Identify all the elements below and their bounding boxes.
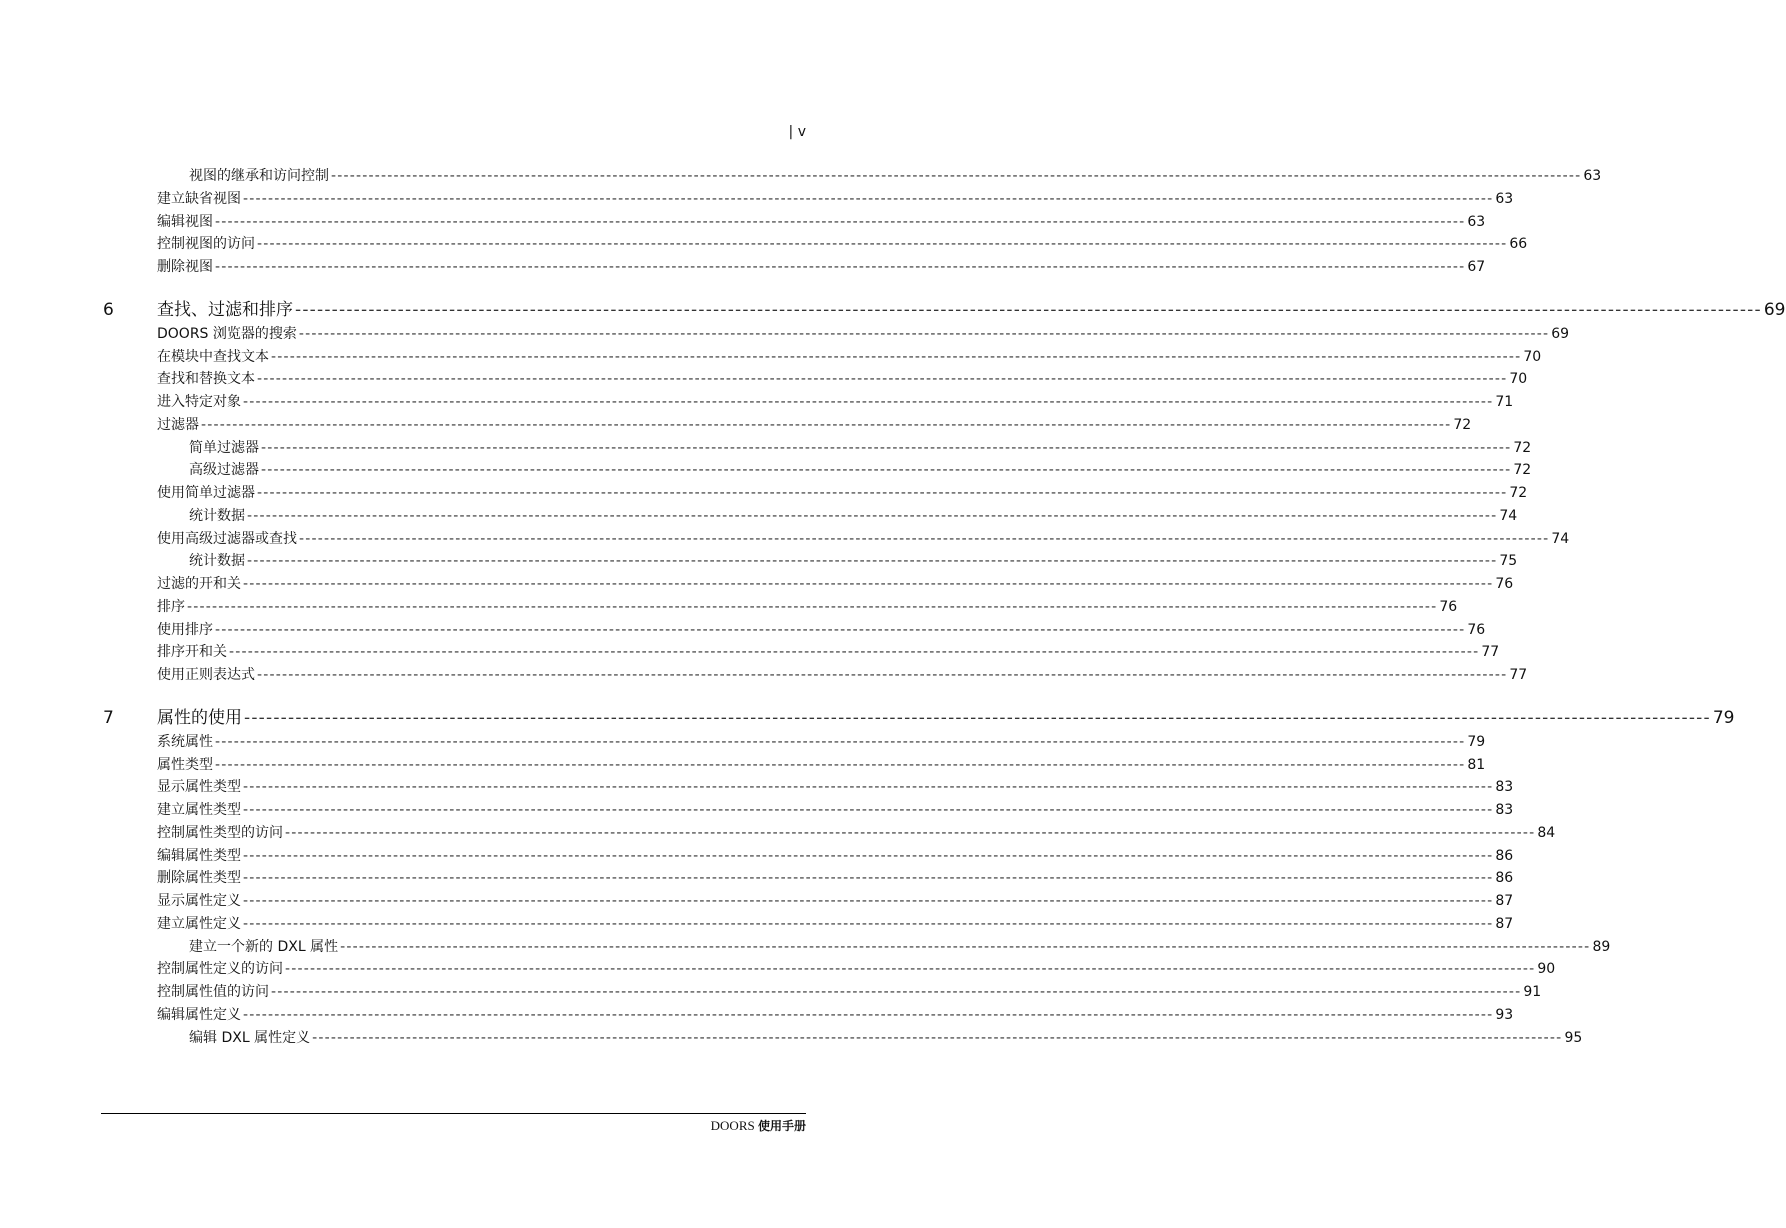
toc-entry-row[interactable] xyxy=(157,1004,1514,1026)
toc-chapter-number: 7 xyxy=(103,707,114,728)
toc-dot-leader: -------------------------------------------------------------------------------------------------------------------------------------------------------------------------------------------------------- xyxy=(312,1029,1563,1046)
toc-entry-title: 使用正则表达式 xyxy=(157,667,255,683)
toc-page-number: 69 xyxy=(1551,325,1570,342)
toc-entry-row[interactable] xyxy=(157,596,1458,618)
toc-page-number: 71 xyxy=(1495,394,1514,410)
toc-page-number: 89 xyxy=(1592,938,1611,955)
toc-dot-leader: -------------------------------------------------------------------------------------------------------------------------------------------------------------------------------------------------------- xyxy=(215,213,1466,230)
toc-dot-leader: -------------------------------------------------------------------------------------------------------------------------------------------------------------------------------------------------------- xyxy=(285,824,1536,841)
toc-page-number: 74 xyxy=(1499,507,1518,524)
toc-dot-leader: -------------------------------------------------------------------------------------------------------------------------------------------------------------------------------------------------------- xyxy=(247,507,1498,524)
toc-entry-title: 删除视图 xyxy=(157,259,213,275)
toc-entry-row[interactable] xyxy=(157,256,1486,278)
toc-page-number: 69 xyxy=(1763,299,1786,320)
toc-dot-leader: -------------------------------------------------------------------------------------------------------------------------------------------------------------------------------------------------------- xyxy=(201,416,1452,433)
toc-entry-title: 建立属性类型 xyxy=(157,802,241,818)
toc-page-number: 63 xyxy=(1467,213,1486,230)
toc-dot-leader: -------------------------------------------------------------------------------------------------------------------------------------------------------------------------------------------------------- xyxy=(271,984,1522,1000)
toc-entry-row[interactable] xyxy=(157,528,1570,550)
toc-entry-row[interactable] xyxy=(157,754,1486,776)
footer xyxy=(711,1117,806,1134)
toc-entry-row[interactable] xyxy=(189,936,1611,958)
toc-page-number: 72 xyxy=(1453,416,1472,433)
toc-page-number: 72 xyxy=(1513,439,1532,456)
toc-dot-leader: -------------------------------------------------------------------------------------------------------------------------------------------------------------------------------------------------------- xyxy=(295,299,1762,320)
toc-entry-title: 控制属性定义的访问 xyxy=(157,961,283,978)
toc-entry-title: 属性的使用 xyxy=(157,707,242,728)
toc-entry-title: 使用简单过滤器 xyxy=(157,485,255,501)
toc-page-number: 95 xyxy=(1564,1029,1583,1046)
toc-dot-leader: -------------------------------------------------------------------------------------------------------------------------------------------------------------------------------------------------------- xyxy=(243,1006,1494,1023)
toc-entry-row[interactable] xyxy=(157,913,1514,935)
toc-dot-leader: -------------------------------------------------------------------------------------------------------------------------------------------------------------------------------------------------------- xyxy=(261,439,1512,456)
toc-entry-row[interactable] xyxy=(189,459,1532,481)
toc-entry-title: 系统属性 xyxy=(157,733,213,750)
toc-dot-leader: -------------------------------------------------------------------------------------------------------------------------------------------------------------------------------------------------------- xyxy=(257,371,1508,388)
toc-entry-row[interactable] xyxy=(157,391,1514,413)
toc-entry-title: 进入特定对象 xyxy=(157,394,241,410)
toc-dot-leader: -------------------------------------------------------------------------------------------------------------------------------------------------------------------------------------------------------- xyxy=(271,348,1522,365)
toc-entry-row[interactable] xyxy=(157,822,1556,844)
toc-entry-row[interactable] xyxy=(157,799,1514,821)
page-marker: | v xyxy=(788,124,806,140)
toc-entry-row[interactable] xyxy=(157,211,1486,233)
toc-page-number: 77 xyxy=(1509,667,1528,683)
toc-page-number: 84 xyxy=(1537,824,1556,841)
toc-page-number: 72 xyxy=(1509,485,1528,501)
toc-entry-title: 过滤的开和关 xyxy=(157,576,241,592)
toc-page-number: 90 xyxy=(1537,961,1556,978)
toc-dot-leader: -------------------------------------------------------------------------------------------------------------------------------------------------------------------------------------------------------- xyxy=(243,576,1494,592)
toc-page-number: 86 xyxy=(1495,870,1514,887)
toc-dot-leader: -------------------------------------------------------------------------------------------------------------------------------------------------------------------------------------------------------- xyxy=(243,190,1494,207)
toc-entry-title: 视图的继承和访问控制 xyxy=(189,168,329,184)
toc-entry-title: 统计数据 xyxy=(189,553,245,570)
toc-dot-leader: -------------------------------------------------------------------------------------------------------------------------------------------------------------------------------------------------------- xyxy=(243,802,1494,818)
toc-dot-leader: -------------------------------------------------------------------------------------------------------------------------------------------------------------------------------------------------------- xyxy=(340,938,1591,955)
toc-entry-row[interactable] xyxy=(189,550,1518,572)
toc-entry-title: 编辑视图 xyxy=(157,213,213,230)
toc-page-number: 63 xyxy=(1495,190,1514,207)
toc-entry-title: 统计数据 xyxy=(189,507,245,524)
toc-dot-leader: -------------------------------------------------------------------------------------------------------------------------------------------------------------------------------------------------------- xyxy=(243,915,1494,932)
toc-dot-leader: -------------------------------------------------------------------------------------------------------------------------------------------------------------------------------------------------------- xyxy=(215,756,1466,773)
toc-entry-row[interactable] xyxy=(157,981,1542,1003)
toc-page-number: 83 xyxy=(1495,802,1514,818)
toc-entry-title: 查找、过滤和排序 xyxy=(157,299,293,320)
footer-rule xyxy=(101,1113,806,1114)
toc-page-number: 63 xyxy=(1583,168,1602,184)
toc-entry-row[interactable] xyxy=(157,958,1556,980)
toc-entry-title: 显示属性类型 xyxy=(157,779,241,796)
toc-entry-title: 编辑属性类型 xyxy=(157,847,241,864)
toc-page-number: 81 xyxy=(1467,756,1486,773)
toc-dot-leader: -------------------------------------------------------------------------------------------------------------------------------------------------------------------------------------------------------- xyxy=(298,325,1550,342)
toc-chapter-row[interactable] xyxy=(103,707,1735,729)
toc-entry-row[interactable] xyxy=(157,573,1514,595)
toc-entry-row[interactable] xyxy=(157,482,1528,504)
toc-page-number: 74 xyxy=(1551,530,1570,547)
toc-chapter-number: 6 xyxy=(103,299,114,320)
toc-dot-leader: -------------------------------------------------------------------------------------------------------------------------------------------------------------------------------------------------------- xyxy=(257,236,1508,253)
toc-entry-row[interactable] xyxy=(157,368,1528,390)
toc-entry-row[interactable] xyxy=(157,664,1528,686)
toc-dot-leader: -------------------------------------------------------------------------------------------------------------------------------------------------------------------------------------------------------- xyxy=(243,394,1494,410)
toc-entry-row[interactable] xyxy=(189,505,1518,527)
toc-dot-leader: -------------------------------------------------------------------------------------------------------------------------------------------------------------------------------------------------------- xyxy=(247,553,1498,570)
toc-dot-leader: -------------------------------------------------------------------------------------------------------------------------------------------------------------------------------------------------------- xyxy=(261,462,1512,479)
toc-dot-leader: -------------------------------------------------------------------------------------------------------------------------------------------------------------------------------------------------------- xyxy=(331,168,1582,184)
toc-entry-row[interactable] xyxy=(157,731,1486,753)
toc-entry-title: 排序开和关 xyxy=(157,644,227,661)
toc-entry-title: 建立属性定义 xyxy=(157,915,241,932)
toc-entry-row[interactable] xyxy=(157,188,1514,210)
toc-page-number: 67 xyxy=(1467,259,1486,275)
toc-entry-title: 控制属性类型的访问 xyxy=(157,824,283,841)
toc-entry-row[interactable] xyxy=(189,165,1602,187)
toc-entry-title: DOORS 浏览器的搜索 xyxy=(157,325,297,342)
toc-page-number: 87 xyxy=(1495,893,1514,909)
toc-entry-row[interactable] xyxy=(157,776,1514,798)
toc-page-number: 79 xyxy=(1467,733,1486,750)
toc-page-number: 77 xyxy=(1481,644,1500,661)
toc-entry-title: 建立一个新的 DXL 属性 xyxy=(189,938,339,955)
toc-entry-title: 在模块中查找文本 xyxy=(157,348,269,365)
toc-chapter-row[interactable] xyxy=(103,299,1786,321)
toc-page-number: 79 xyxy=(1712,707,1735,728)
toc-entry-row[interactable] xyxy=(157,414,1472,436)
toc-dot-leader: -------------------------------------------------------------------------------------------------------------------------------------------------------------------------------------------------------- xyxy=(299,530,1550,547)
toc-page-number: 86 xyxy=(1495,847,1514,864)
toc-entry-row[interactable] xyxy=(157,323,1570,345)
toc-entry-row[interactable] xyxy=(157,641,1500,663)
toc-entry-row[interactable] xyxy=(157,890,1514,912)
toc-page-number: 76 xyxy=(1495,576,1514,592)
toc-dot-leader: -------------------------------------------------------------------------------------------------------------------------------------------------------------------------------------------------------- xyxy=(257,485,1508,501)
toc-page-number: 75 xyxy=(1499,553,1518,570)
toc-entry-title: 属性类型 xyxy=(157,756,213,773)
toc-entry-title: 使用排序 xyxy=(157,621,213,638)
toc-page-number: 72 xyxy=(1513,462,1532,479)
toc-entry-row[interactable] xyxy=(157,346,1542,368)
toc-entry-row[interactable] xyxy=(157,867,1514,889)
toc-entry-title: 排序 xyxy=(157,598,185,615)
toc-entry-row[interactable] xyxy=(157,619,1486,641)
footer-manual: 使用手册 xyxy=(757,1119,806,1133)
toc-page-number: 70 xyxy=(1523,348,1542,365)
toc-entry-row[interactable] xyxy=(157,845,1514,867)
toc-entry-title: 显示属性定义 xyxy=(157,893,241,909)
toc-entry-row[interactable] xyxy=(189,437,1532,459)
toc-page-number: 87 xyxy=(1495,915,1514,932)
footer-product: DOORS xyxy=(710,1118,755,1133)
toc-entry-title: 控制视图的访问 xyxy=(157,236,255,253)
toc-page-number: 76 xyxy=(1467,621,1486,638)
toc-entry-title: 建立缺省视图 xyxy=(157,190,241,207)
toc-dot-leader: -------------------------------------------------------------------------------------------------------------------------------------------------------------------------------------------------------- xyxy=(187,598,1438,615)
toc-dot-leader: -------------------------------------------------------------------------------------------------------------------------------------------------------------------------------------------------------- xyxy=(285,961,1536,978)
toc-dot-leader: -------------------------------------------------------------------------------------------------------------------------------------------------------------------------------------------------------- xyxy=(257,667,1508,683)
toc-page-number: 66 xyxy=(1509,236,1528,253)
toc-dot-leader: -------------------------------------------------------------------------------------------------------------------------------------------------------------------------------------------------------- xyxy=(243,893,1494,909)
toc-entry-title: 高级过滤器 xyxy=(189,462,259,479)
toc-page-number: 83 xyxy=(1495,779,1514,796)
toc-dot-leader: -------------------------------------------------------------------------------------------------------------------------------------------------------------------------------------------------------- xyxy=(229,644,1480,661)
toc-page-number: 70 xyxy=(1509,371,1528,388)
toc-entry-title: 使用高级过滤器或查找 xyxy=(157,530,297,547)
toc-dot-leader: -------------------------------------------------------------------------------------------------------------------------------------------------------------------------------------------------------- xyxy=(215,733,1466,750)
toc-entry-row[interactable] xyxy=(189,1027,1583,1049)
toc-entry-title: 简单过滤器 xyxy=(189,439,259,456)
toc-entry-title: 控制属性值的访问 xyxy=(157,984,269,1000)
toc-dot-leader: -------------------------------------------------------------------------------------------------------------------------------------------------------------------------------------------------------- xyxy=(244,707,1711,728)
toc-entry-row[interactable] xyxy=(157,233,1528,255)
toc-entry-title: 删除属性类型 xyxy=(157,870,241,887)
toc-dot-leader: -------------------------------------------------------------------------------------------------------------------------------------------------------------------------------------------------------- xyxy=(215,259,1466,275)
toc-page-number: 93 xyxy=(1495,1006,1514,1023)
toc-dot-leader: -------------------------------------------------------------------------------------------------------------------------------------------------------------------------------------------------------- xyxy=(215,621,1466,638)
toc-page-number: 91 xyxy=(1523,984,1542,1000)
toc-entry-title: 编辑属性定义 xyxy=(157,1006,241,1023)
toc-entry-title: 编辑 DXL 属性定义 xyxy=(189,1029,311,1046)
toc-dot-leader: -------------------------------------------------------------------------------------------------------------------------------------------------------------------------------------------------------- xyxy=(243,870,1494,887)
toc-entry-title: 过滤器 xyxy=(157,416,199,433)
toc-entry-title: 查找和替换文本 xyxy=(157,371,255,388)
toc-dot-leader: -------------------------------------------------------------------------------------------------------------------------------------------------------------------------------------------------------- xyxy=(243,847,1494,864)
toc-page-number: 76 xyxy=(1439,598,1458,615)
toc-dot-leader: -------------------------------------------------------------------------------------------------------------------------------------------------------------------------------------------------------- xyxy=(243,779,1494,796)
